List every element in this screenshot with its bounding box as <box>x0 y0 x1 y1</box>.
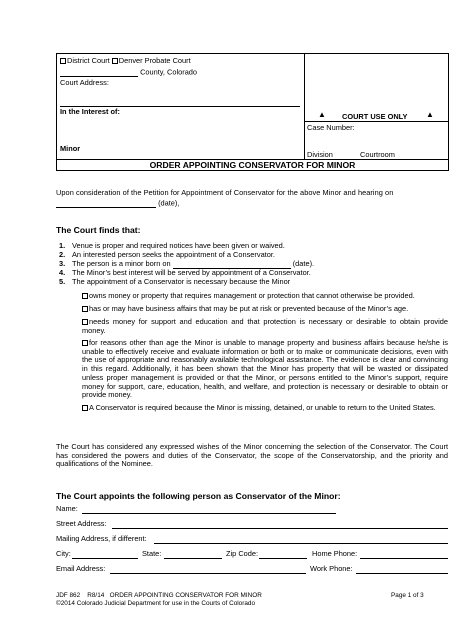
finding-text-dob: The person is a minor born on (date). <box>72 259 315 268</box>
footer-form-id: JDF 862 R8/14 ORDER APPOINTING CONSERVATOR FOR MINOR <box>56 592 262 599</box>
intro-text: Upon consideration of the Petition for Appointment of Conservator for the above Minor and hearing on <box>56 188 394 197</box>
caption-divider <box>304 53 305 160</box>
arrow-up-icon: ▲ <box>426 110 434 119</box>
intro-date-line: (date), <box>56 199 179 208</box>
home-phone-field[interactable] <box>360 558 448 559</box>
finding-number: 3. <box>59 259 66 268</box>
zip-label: Zip Code: <box>226 549 259 558</box>
finding-number: 5. <box>59 277 66 286</box>
work-phone-field[interactable] <box>356 573 448 574</box>
case-number-label: Case Number: <box>307 123 355 132</box>
footer-copyright: ©2014 Colorado Judicial Department for use in the Courts of Colorado <box>56 600 256 607</box>
state-field[interactable] <box>164 558 222 559</box>
mailing-label: Mailing Address, if different: <box>56 534 147 543</box>
street-field[interactable] <box>112 528 448 529</box>
hearing-date-blank[interactable] <box>56 199 156 208</box>
option-missing-detained: A Conservator is required because the Minor is missing, detained, or unable to return to the United States. <box>82 404 448 413</box>
option-checkbox[interactable] <box>82 306 88 312</box>
option-checkbox[interactable] <box>82 319 88 325</box>
county-blank[interactable] <box>60 68 138 77</box>
court-address-label: Court Address: <box>60 78 109 87</box>
finding-text: The appointment of a Conservator is necessary because the Minor <box>72 277 291 286</box>
option-needs-money: needs money for support and education and that protection is necessary or desirable to obtain provide money. <box>82 317 448 335</box>
courtroom-label: Courtroom <box>360 150 395 159</box>
zip-field[interactable] <box>259 558 307 559</box>
footer-page-number: Page 1 of 3 <box>391 592 424 599</box>
minor-label: Minor <box>60 144 81 153</box>
district-court-checkbox[interactable] <box>60 58 66 64</box>
finding-text: The Minor’s best interest will be served by appointment of a Conservator. <box>72 268 311 277</box>
option-unable-to-manage: for reasons other than age the Minor is unable to manage property and business affairs because he/she is unable to effectively receive and evaluate information or both or to make or communicate decisions, even with the use of appropriate and reasonably available technological assistance. The evidence is clear and convincing in this regard. Additionally, it has been shown that the Minor has property that will be wasted or dissipated unless proper management is provided or that the Minor, or persons entitled to the Minor’s support, require money for support, care, education, health, and welfare, and protection is necessary or desirable to obtain or provide money. <box>82 338 448 400</box>
work-phone-label: Work Phone: <box>310 564 353 573</box>
city-field[interactable] <box>72 558 138 559</box>
state-label: State: <box>142 549 162 558</box>
option-checkbox[interactable] <box>82 405 88 411</box>
email-label: Email Address: <box>56 564 106 573</box>
email-field[interactable] <box>110 573 306 574</box>
home-phone-label: Home Phone: <box>312 549 358 558</box>
finding-number: 4. <box>59 268 66 277</box>
arrow-up-icon: ▲ <box>318 110 326 119</box>
finding-number: 2. <box>59 250 66 259</box>
option-checkbox[interactable] <box>82 340 88 346</box>
finding-number: 1. <box>59 241 66 250</box>
county-line <box>60 68 197 77</box>
street-label: Street Address: <box>56 519 107 528</box>
finding-text: Venue is proper and required notices have been given or waived. <box>72 241 285 250</box>
court-considered-text: The Court has considered any expressed wishes of the Minor concerning the selection of the Conservator. The Court has considered the powers and duties of the Conservator, the scope of the Conservatorship, and the priority and qualifications of the Nominee. <box>56 442 448 469</box>
name-field[interactable] <box>82 513 336 514</box>
court-type-line: District Court Denver Probate Court <box>60 57 191 66</box>
division-label: Division <box>307 150 333 159</box>
option-business-affairs: has or may have business affairs that may be put at risk or prevented because of the Minor’s age. <box>82 305 448 314</box>
findings-heading: The Court finds that: <box>56 225 141 235</box>
denver-probate-checkbox[interactable] <box>112 58 118 64</box>
option-owns-money: owns money or property that requires management or protection that cannot otherwise be provided. <box>82 292 448 301</box>
interest-of-label: In the Interest of: <box>60 107 120 116</box>
name-label: Name: <box>56 504 78 513</box>
county-label: County, Colorado <box>140 67 198 77</box>
city-label: City: <box>56 549 71 558</box>
option-checkbox[interactable] <box>82 293 88 299</box>
mailing-field[interactable] <box>154 543 448 544</box>
court-use-only-label: COURT USE ONLY <box>342 112 408 121</box>
page-title: ORDER APPOINTING CONSERVATOR FOR MINOR <box>149 160 356 170</box>
appoints-heading: The Court appoints the following person as Conservator of the Minor: <box>56 491 341 501</box>
finding-text: An interested person seeks the appointment of a Conservator. <box>72 250 275 259</box>
